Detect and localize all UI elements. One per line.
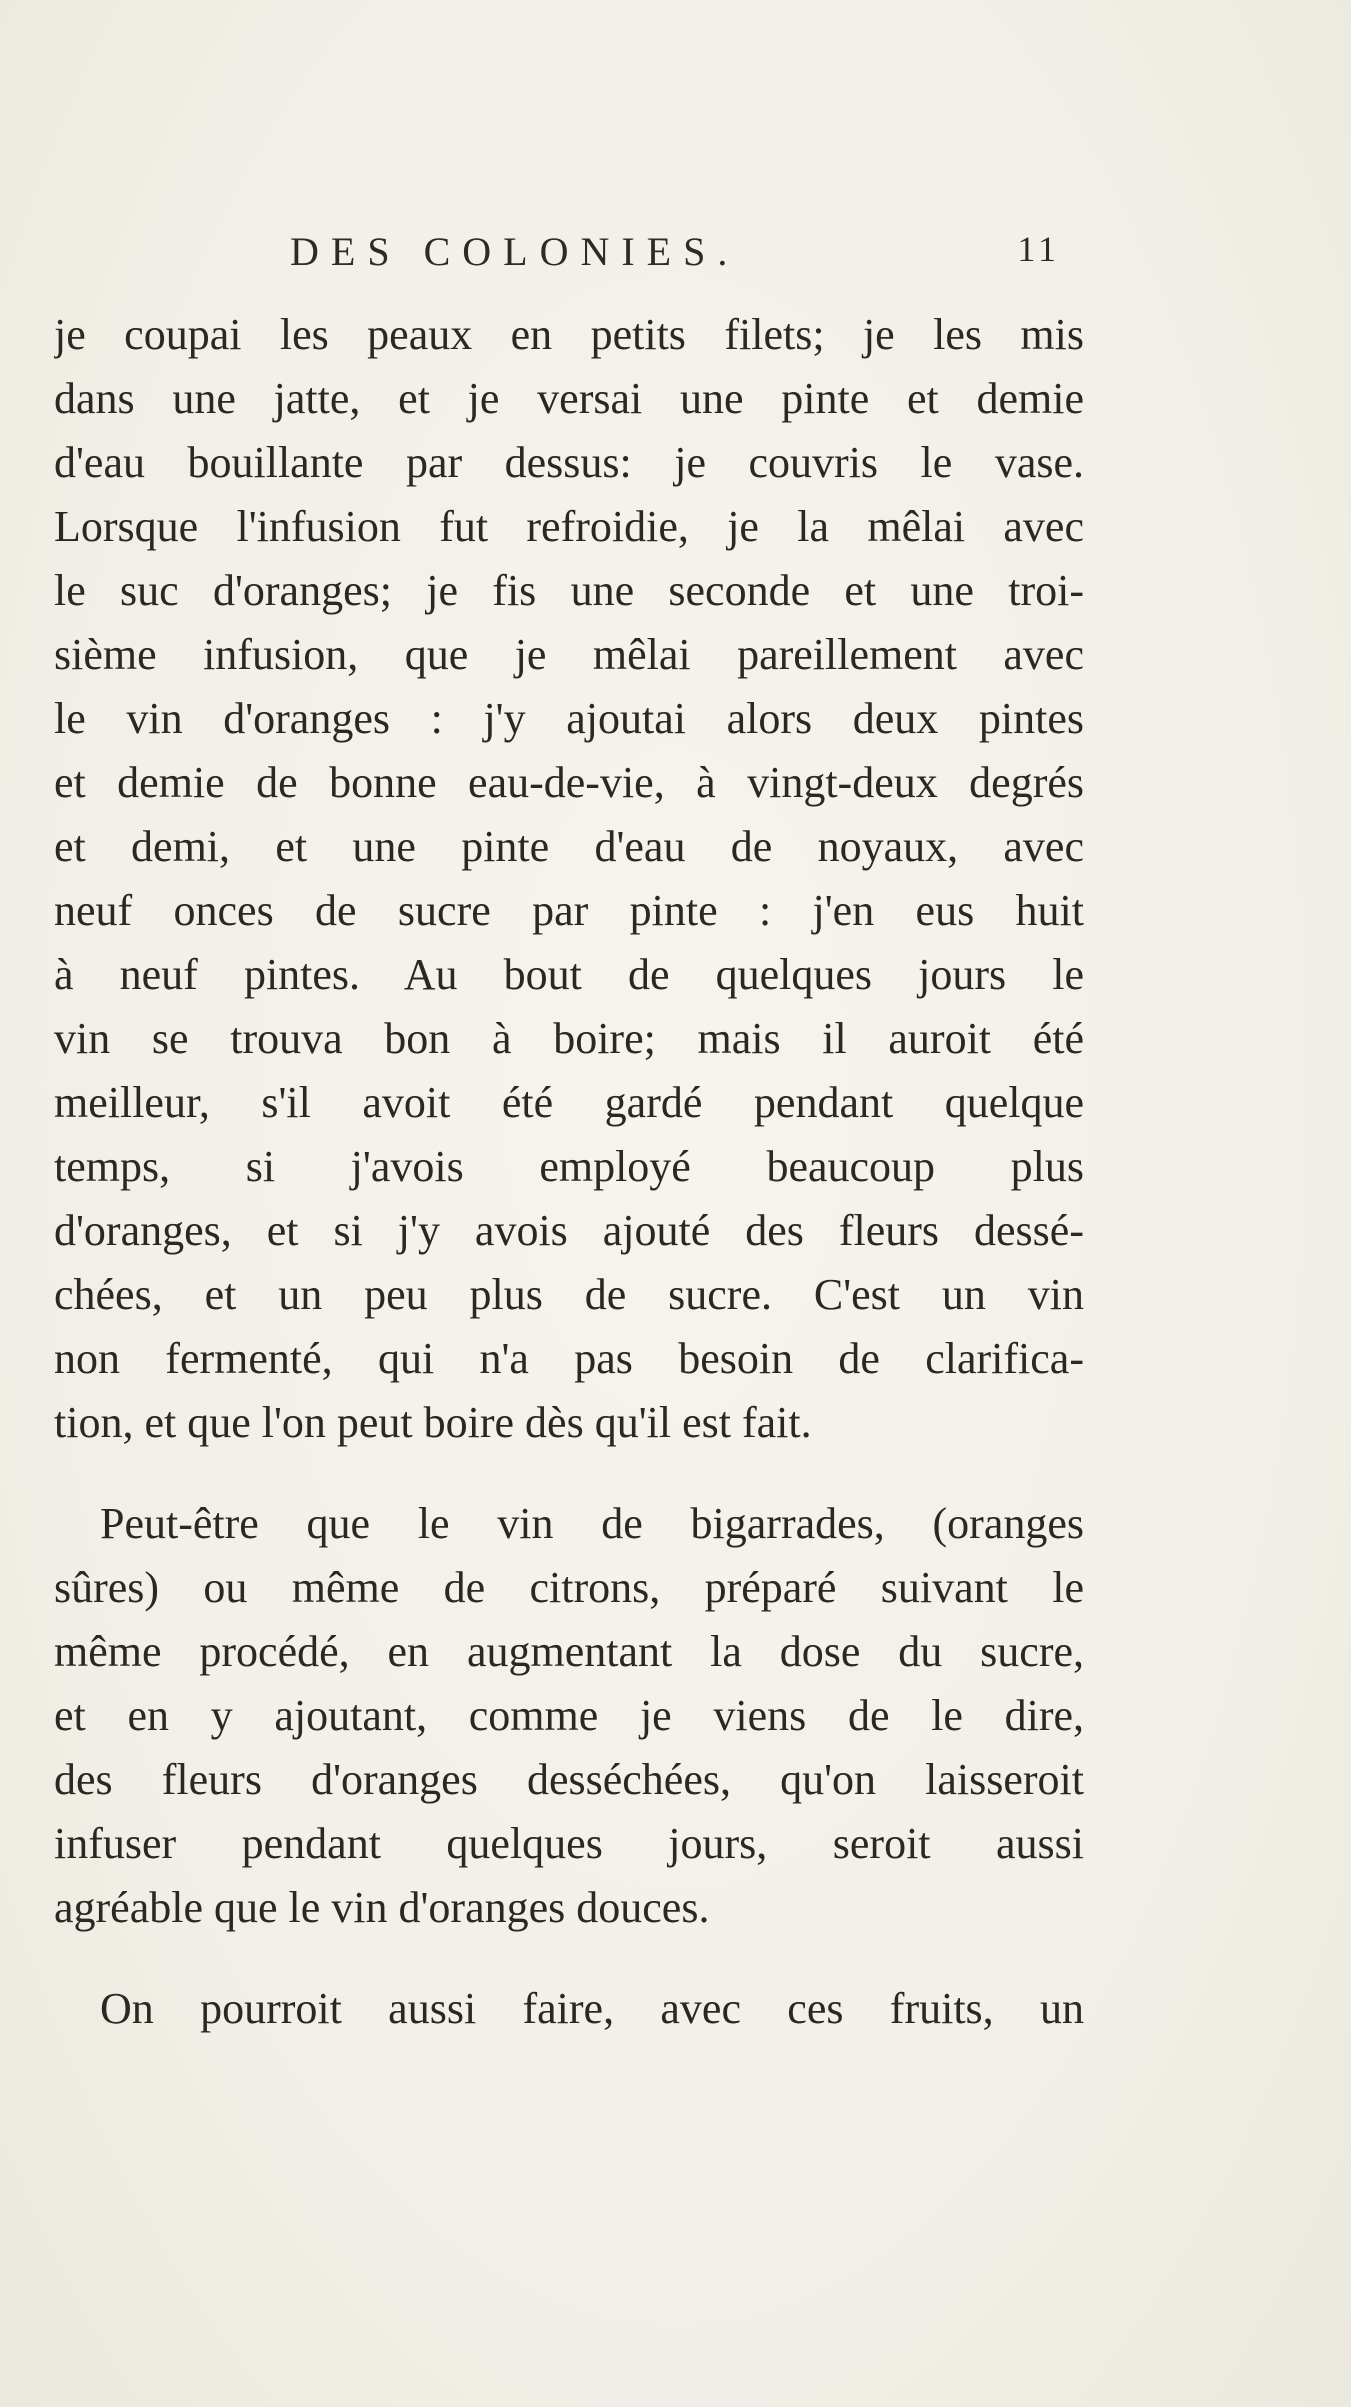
paragraph-spacer — [54, 1455, 1084, 1492]
text-line: tion, et que l'on peut boire dès qu'il est fait. — [54, 1398, 812, 1447]
text-line: et demie de bonne eau-de-vie, à vingt-deux degrés — [54, 758, 1084, 807]
text-line: dans une jatte, et je versai une pinte et demie — [54, 374, 1084, 423]
running-title: DES COLONIES. — [290, 229, 740, 274]
text-line: d'oranges, et si j'y avois ajouté des fleurs dessé- — [54, 1206, 1084, 1255]
text-line: d'eau bouillante par dessus: je couvris le vase. — [54, 438, 1084, 487]
text-line: des fleurs d'oranges desséchées, qu'on laisseroit — [54, 1755, 1084, 1804]
paragraph-2 — [54, 1492, 1084, 1940]
text-line: non fermenté, qui n'a pas besoin de clarifica- — [54, 1334, 1084, 1383]
text-line: Peut-être que le vin de bigarrades, (oranges — [100, 1499, 1084, 1548]
text-line: et en y ajoutant, comme je viens de le dire, — [54, 1691, 1084, 1740]
text-line: chées, et un peu plus de sucre. C'est un vin — [54, 1270, 1084, 1319]
text-line: meilleur, s'il avoit été gardé pendant quelque — [54, 1078, 1084, 1127]
text-line: neuf onces de sucre par pinte : j'en eus huit — [54, 886, 1084, 935]
text-line: sième infusion, que je mêlai pareillement avec — [54, 630, 1084, 679]
text-line: agréable que le vin d'oranges douces. — [54, 1883, 710, 1932]
text-line: le vin d'oranges : j'y ajoutai alors deux pintes — [54, 694, 1084, 743]
page-number: 11 — [1017, 229, 1060, 269]
text-line: et demi, et une pinte d'eau de noyaux, avec — [54, 822, 1084, 871]
text-line: sûres) ou même de citrons, préparé suivant le — [54, 1563, 1084, 1612]
text-line: à neuf pintes. Au bout de quelques jours le — [54, 950, 1084, 999]
text-line: vin se trouva bon à boire; mais il auroit été — [54, 1014, 1084, 1063]
text-line: je coupai les peaux en petits filets; je les mis — [54, 310, 1084, 359]
paragraph-spacer — [54, 1940, 1084, 1977]
paragraph-1 — [54, 303, 1084, 1455]
text-line: le suc d'oranges; je fis une seconde et une troi- — [54, 566, 1084, 615]
body-text — [54, 303, 1084, 2041]
paragraph-3 — [54, 1977, 1084, 2041]
text-line: temps, si j'avois employé beaucoup plus — [54, 1142, 1084, 1191]
text-line: Lorsque l'infusion fut refroidie, je la mêlai avec — [54, 502, 1084, 551]
text-line: infuser pendant quelques jours, seroit aussi — [54, 1819, 1084, 1868]
text-line: On pourroit aussi faire, avec ces fruits, un — [100, 1984, 1084, 2033]
text-line: même procédé, en augmentant la dose du sucre, — [54, 1627, 1084, 1676]
page-header — [290, 228, 1060, 288]
